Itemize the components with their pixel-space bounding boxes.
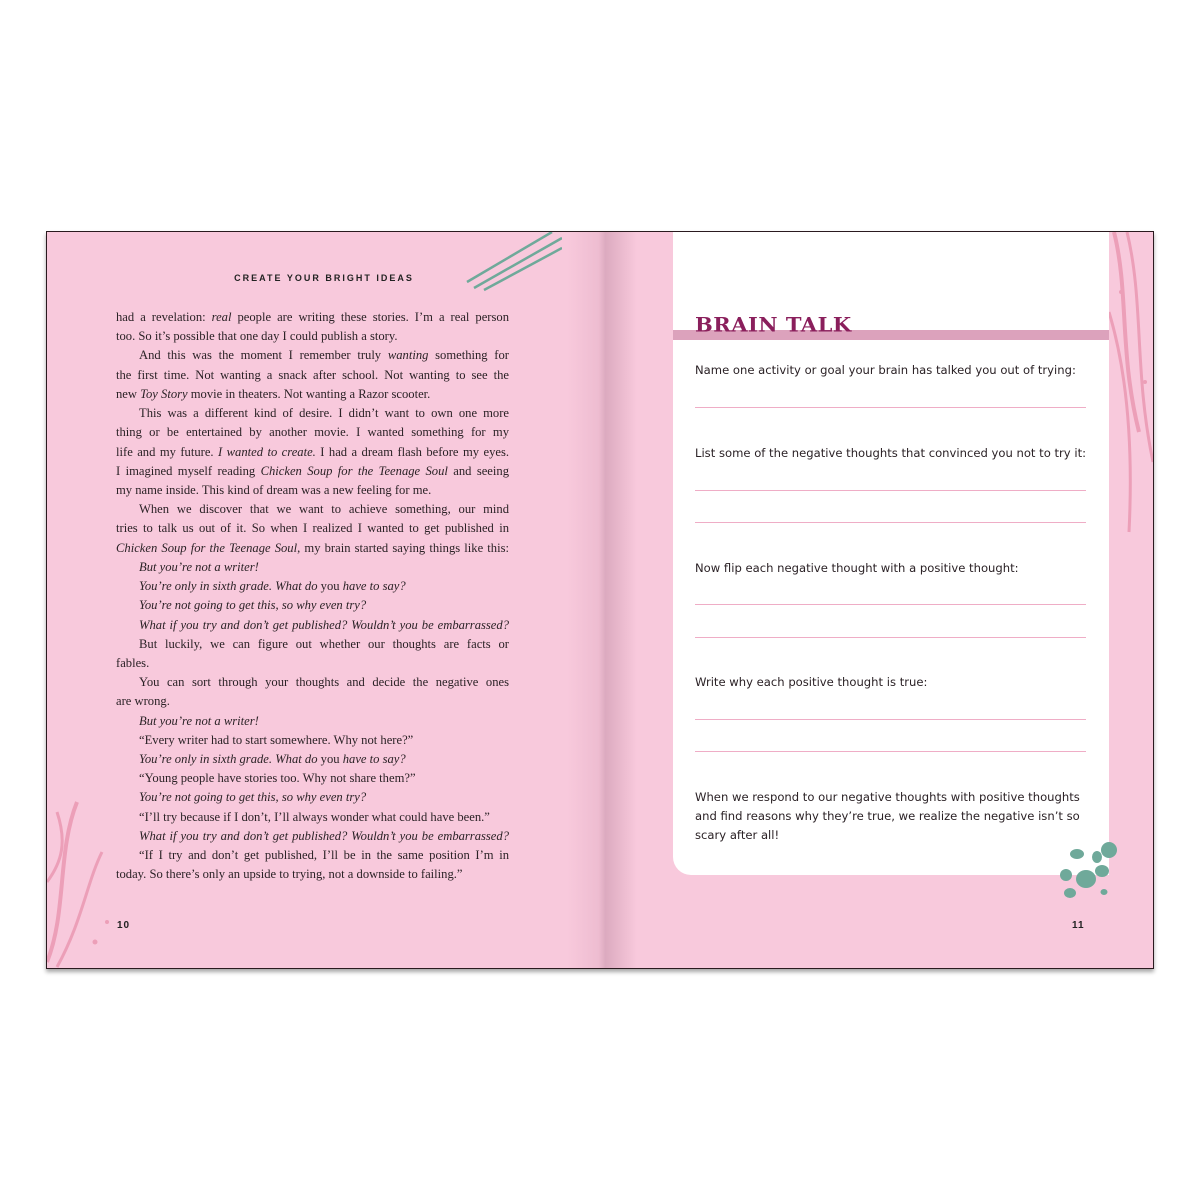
left-page-body-text: [116, 308, 509, 885]
text-run: people are writing these stories. I’m a real person: [231, 310, 509, 324]
answer-line[interactable]: [695, 637, 1086, 638]
answer-line[interactable]: [695, 719, 1086, 720]
text-run: “If I try and don’t get published, I’ll be in the same position I’m in: [139, 848, 509, 863]
answer-line[interactable]: [695, 407, 1086, 408]
text-line: [116, 654, 509, 673]
text-run: fables.: [116, 655, 150, 670]
text-run: are wrong.: [116, 694, 170, 709]
italic-text: You’re not going to get this, so why even try?: [139, 598, 367, 613]
text-line: [116, 366, 509, 385]
prompt-2: List some of the negative thoughts that convinced you not to try it:: [695, 446, 1087, 460]
page-number-right: 11: [1072, 920, 1085, 931]
book-spread: [46, 231, 1154, 969]
text-line: [116, 539, 509, 558]
text-line: [116, 500, 509, 519]
text-line: [116, 846, 509, 865]
italic-text: wanting: [387, 348, 429, 363]
text-run: “Every writer had to start somewhere. Why not here?”: [139, 732, 414, 747]
text-line: [116, 596, 509, 615]
running-head: CREATE YOUR BRIGHT IDEAS: [234, 273, 414, 283]
italic-text: have to say?: [342, 579, 406, 594]
text-run: , my brain started saying things like this:: [297, 540, 509, 555]
answer-line[interactable]: [695, 490, 1086, 491]
text-run: thing or be entertained by another movie. I wanted something for my: [116, 425, 509, 440]
floral-decoration-left: [47, 762, 127, 969]
text-line: [116, 423, 509, 442]
text-run: life and my future.: [116, 444, 219, 459]
italic-text: But you’re not a writer!: [139, 713, 259, 728]
text-run: you: [317, 752, 343, 767]
italic-text: real: [211, 310, 232, 324]
italic-text: Chicken Soup for the Teenage Soul: [260, 463, 448, 478]
text-run: the first time. Not wanting a snack after school. Not wanting to see the: [116, 367, 509, 382]
text-run: and seeing: [447, 463, 509, 478]
text-line: [116, 481, 509, 500]
book-gutter: [567, 232, 637, 968]
text-run: you: [317, 579, 343, 594]
text-run: I had a dream flash before my eyes.: [315, 444, 509, 459]
text-run: And this was the moment I remember truly: [139, 348, 388, 363]
pattern-decoration-right: [1109, 232, 1154, 562]
text-line: [116, 308, 509, 327]
text-run: This was a different kind of desire. I didn’t want to own one more: [139, 406, 509, 421]
text-run: You can sort through your thoughts and decide the negative ones: [139, 675, 509, 690]
italic-text: You’re not going to get this, so why even try?: [139, 790, 367, 805]
answer-line[interactable]: [695, 522, 1086, 523]
section-title: BRAIN TALK: [695, 312, 852, 337]
text-line: [116, 577, 509, 596]
text-run: my name inside. This kind of dream was a new feeling for me.: [116, 482, 432, 497]
teal-dots-decoration: [1052, 837, 1122, 902]
text-run: I imagined myself reading: [116, 463, 261, 478]
italic-text: have to say?: [342, 752, 406, 767]
text-line: [116, 385, 509, 404]
text-line: [116, 635, 509, 654]
text-line: [116, 558, 509, 577]
answer-line[interactable]: [695, 604, 1086, 605]
text-line: [116, 750, 509, 769]
italic-text: Chicken Soup for the Teenage Soul: [116, 540, 298, 555]
text-line: [116, 673, 509, 692]
text-run: But luckily, we can figure out whether our thoughts are facts or: [139, 636, 509, 651]
italic-text: I wanted to create.: [218, 444, 316, 459]
text-run: tries to talk us out of it. So when I realized I wanted to get published in: [116, 521, 509, 536]
italic-text: What if you try and don’t get published? Wouldn’t you be embarrassed?: [139, 828, 509, 843]
text-run: new: [116, 386, 141, 401]
text-line: [116, 865, 509, 884]
teal-stripes-decoration: [462, 232, 562, 292]
italic-text: Toy Story: [140, 386, 188, 401]
text-line: [116, 808, 509, 827]
text-line: [116, 788, 509, 807]
text-line: [116, 404, 509, 423]
text-run: today. So there’s only an upside to trying, not a downside to failing.”: [116, 867, 463, 882]
text-run: “Young people have stories too. Why not share them?”: [139, 771, 416, 786]
text-line: [116, 712, 509, 731]
answer-line[interactable]: [695, 751, 1086, 752]
text-line: [116, 519, 509, 538]
text-run: movie in theaters. Not wanting a Razor scooter.: [187, 386, 431, 401]
text-line: [116, 769, 509, 788]
text-run: When we discover that we want to achieve something, our mind: [139, 502, 509, 517]
italic-text: You’re only in sixth grade. What do: [139, 579, 318, 594]
italic-text: You’re only in sixth grade. What do: [139, 752, 318, 767]
italic-text: What if you try and don’t get published? Wouldn’t you be embarrassed?: [139, 617, 509, 632]
text-line: [116, 616, 509, 635]
text-line: [116, 327, 509, 346]
text-run: too. So it’s possible that one day I could publish a story.: [116, 329, 398, 344]
prompt-4: Write why each positive thought is true:: [695, 675, 928, 689]
text-line: [116, 346, 509, 365]
closing-text: When we respond to our negative thoughts with positive thoughts and find reasons why they’re true, we realize the negative isn’t so scary after all!: [695, 790, 1080, 842]
text-line: [116, 731, 509, 750]
prompt-3: Now flip each negative thought with a positive thought:: [695, 561, 1019, 575]
text-line: [116, 692, 509, 711]
italic-text: But you’re not a writer!: [139, 559, 259, 574]
page-number-left: 10: [117, 920, 131, 931]
text-line: [116, 443, 509, 462]
text-line: [116, 462, 509, 481]
prompt-1: Name one activity or goal your brain has talked you out of trying:: [695, 363, 1076, 377]
text-run: “I’ll try because if I don’t, I’ll always wonder what could have been.”: [139, 809, 490, 824]
text-line: [116, 827, 509, 846]
text-run: something for: [428, 348, 509, 363]
text-run: had a revelation:: [116, 310, 212, 324]
